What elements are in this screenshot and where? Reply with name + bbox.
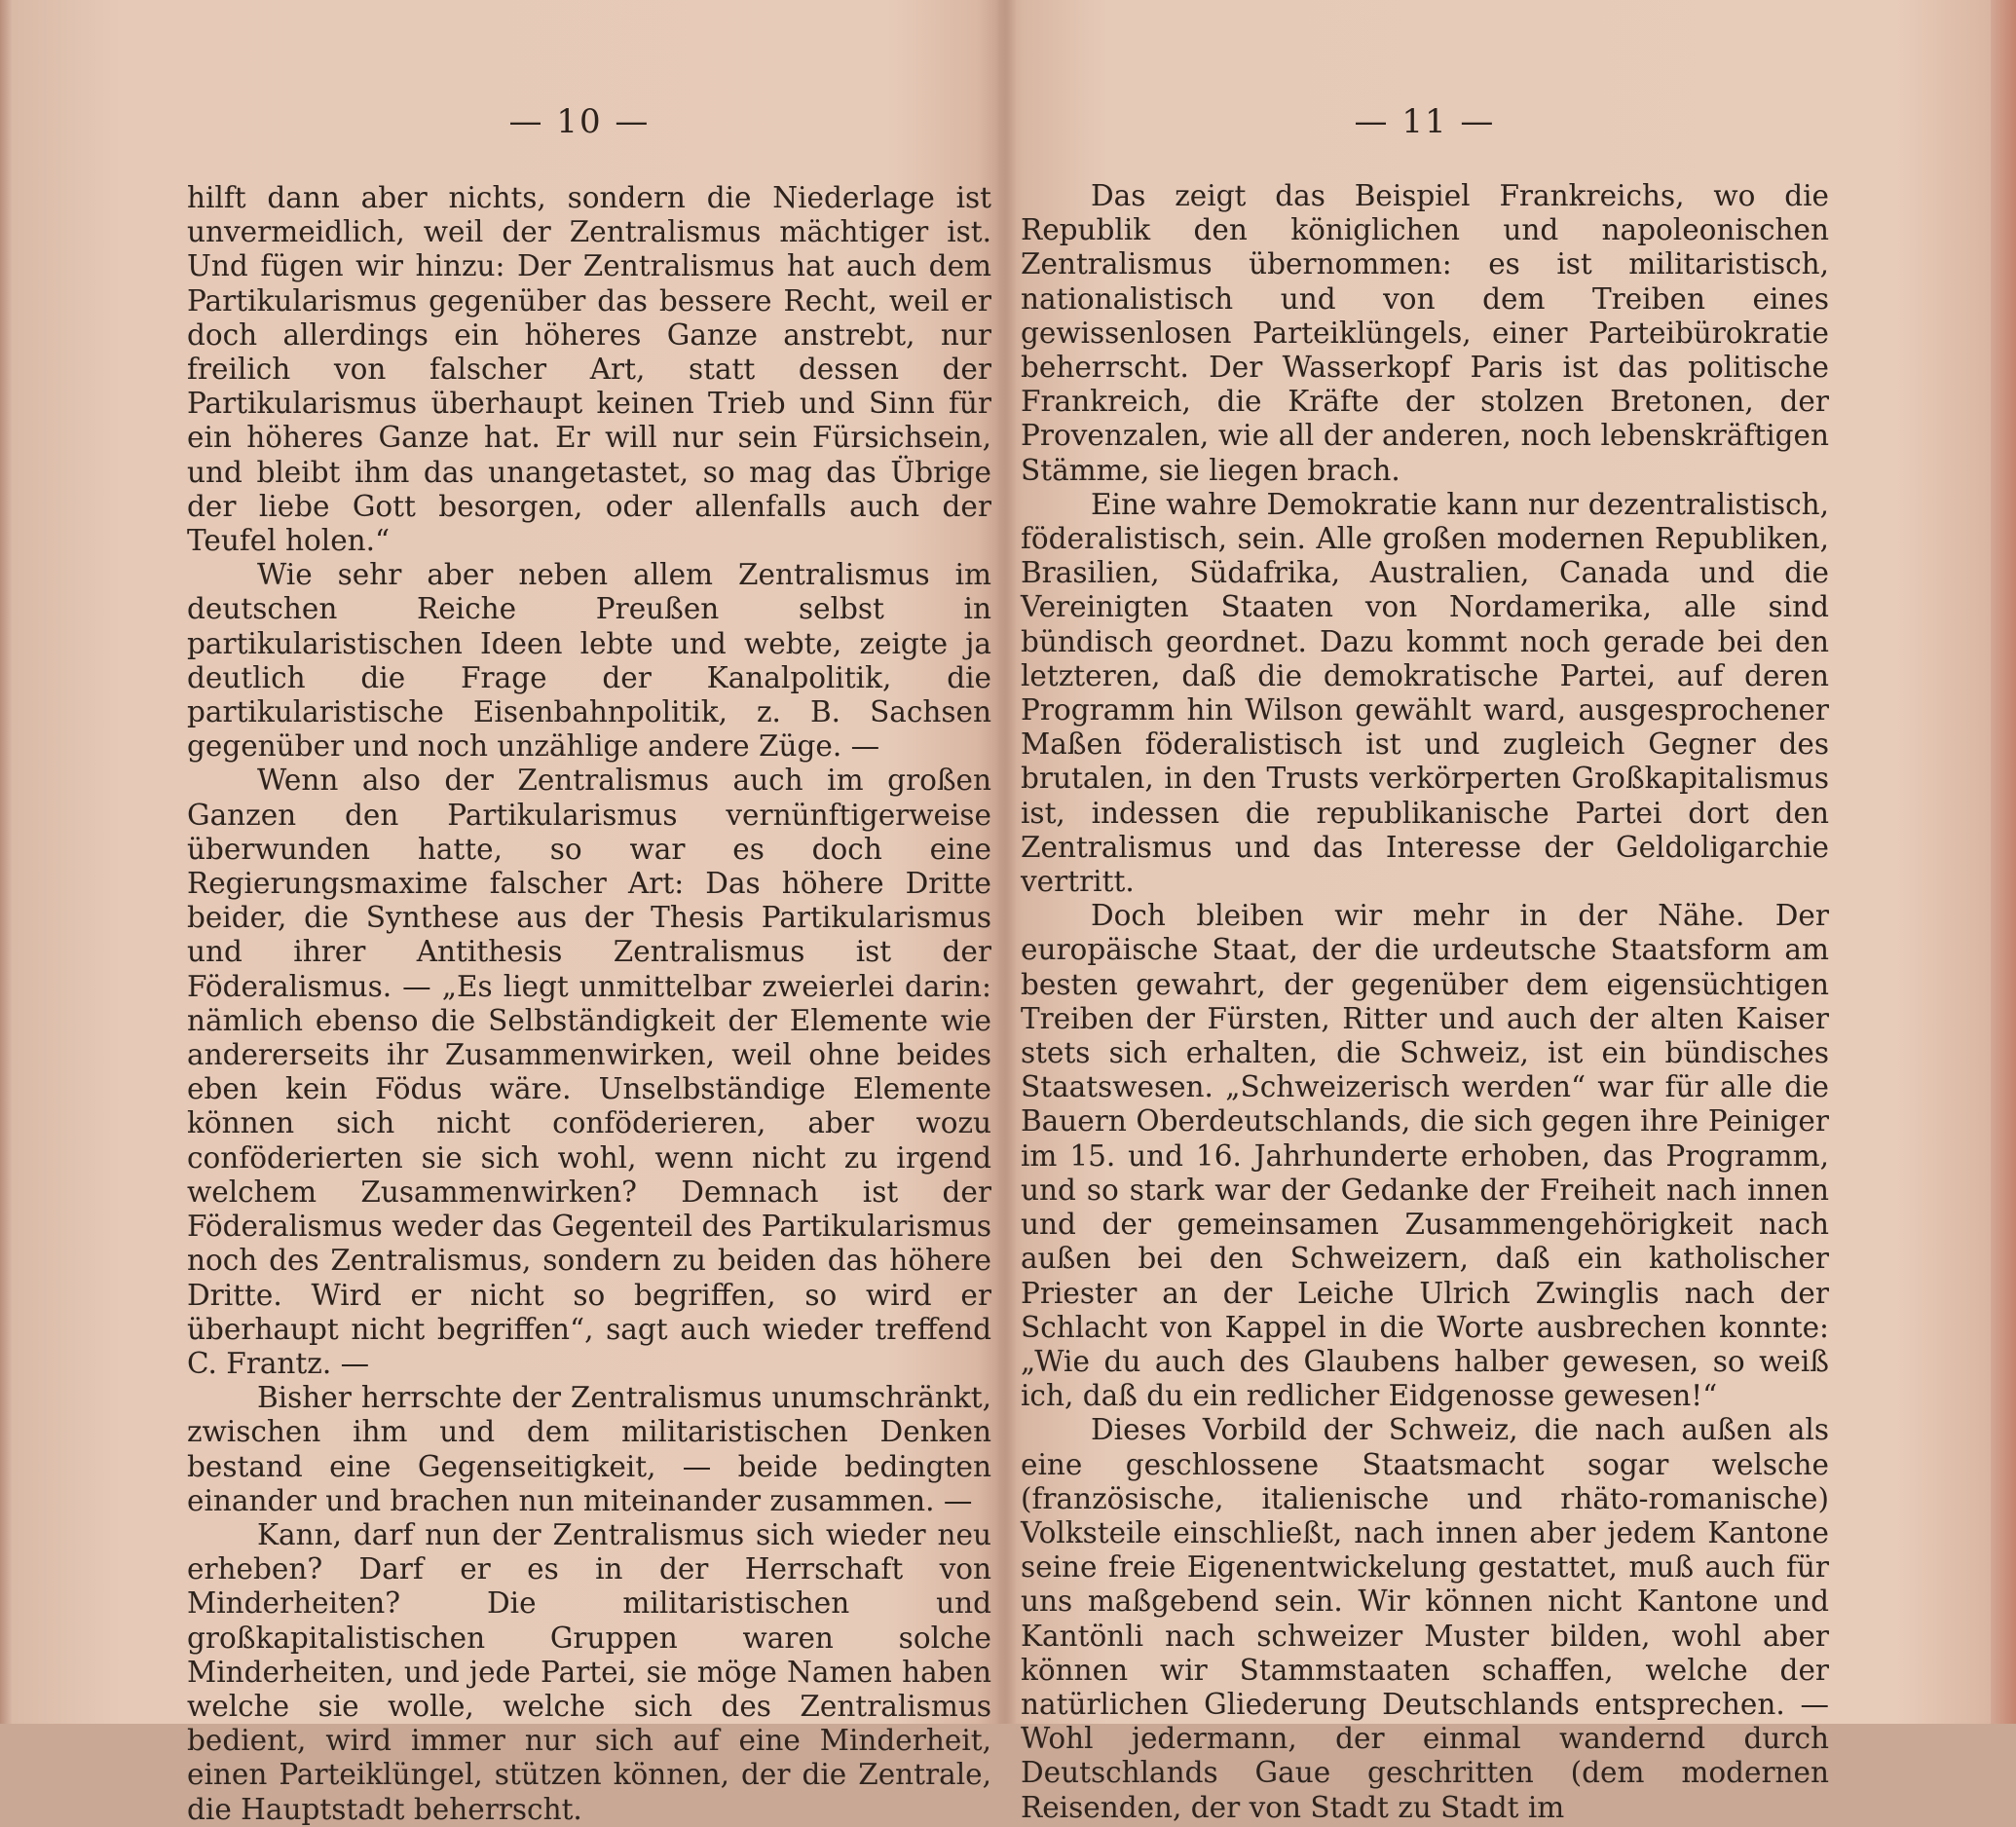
paragraph: hilft dann aber nichts, sondern die Niederlage ist unvermeidlich, weil der Zentralismus mächtiger ist. Und fügen wir hinzu: Der Zentralismus hat auch dem Partikularismus gegenüber das bessere Recht, weil er doch allerdings ein höheres Ganze anstrebt, nur freilich von falscher Art, statt dessen der Partikularismus überhaupt keinen Trieb und Sinn für ein höheres Ganze hat. Er will nur sein Fürsichsein, und bleibt ihm das unangetastet, so mag das Übrige der liebe Gott besorgen, oder allenfalls auch der Teufel holen.“ [187, 181, 991, 558]
paragraph: Wenn also der Zentralismus auch im großen Ganzen den Partikularismus vernünftigerweise überwunden hatte, so war es doch eine Regierungsmaxime falscher Art: Das höhere Dritte beider, die Synthese aus der Thesis Partikularismus und ihrer Antithesis Zentralismus ist der Föderalismus. — „Es liegt unmittelbar zweierlei darin: nämlich ebenso die Selbständigkeit der Elemente wie andererseits ihr Zusammenwirken, weil ohne beides eben kein Födus wäre. Unselbständige Elemente können sich nicht conföderieren, aber wozu conföderierten sie sich wohl, wenn nicht zu irgend welchem Zusammenwirken? Demnach ist der Föderalismus weder das Gegenteil des Partikularismus noch des Zentralismus, sondern zu beiden das höhere Dritte. Wird er nicht so begriffen, so wird er überhaupt nicht begriffen“, sagt auch wieder treffend C. Frantz. — [187, 764, 991, 1380]
paragraph: Doch bleiben wir mehr in der Nähe. Der europäische Staat, der die urdeutsche Staatsform am besten gewahrt, der gegenüber dem eigensüchtigen Treiben der Fürsten, Ritter und auch der alten Kaiser stets sich erhalten, die Schweiz, ist ein bündisches Staatswesen. „Schweizerisch werden“ war für alle die Bauern Oberdeutschlands, die sich gegen ihre Peiniger im 15. und 16. Jahrhunderte erhoben, das Programm, und so stark war der Gedanke der Freiheit nach innen und der gemeinsamen Zusammengehörigkeit nach außen bei den Schweizern, daß ein katholischer Priester an der Leiche Ulrich Zwinglis nach der Schlacht von Kappel in die Worte ausbrechen konnte: „Wie du auch des Glaubens halber gewesen, so weiß ich, daß du ein redlicher Eidgenosse gewesen!“ [1021, 899, 1829, 1413]
page-text [187, 181, 991, 1827]
left-page [187, 97, 991, 1826]
book-gutter [995, 0, 1017, 1724]
paragraph: Kann, darf nun der Zentralismus sich wieder neu erheben? Darf er es in der Herrschaft von Minderheiten? Die militaristischen und großkapitalistischen Gruppen waren solche Minderheiten, und jede Partei, sie möge Namen haben welche sie wolle, welche sich des Zentralismus bedient, wird immer nur sich auf eine Minderheit, einen Parteiklüngel, stützen können, der die Zentrale, die Hauptstadt beherrscht. [187, 1517, 991, 1826]
paragraph: Wie sehr aber neben allem Zentralismus im deutschen Reiche Preußen selbst in partikularistischen Ideen lebte und webte, zeigte ja deutlich die Frage der Kanalpolitik, die partikularistische Eisenbahnpolitik, z. B. Sachsen gegenüber und noch unzählige andere Züge. — [187, 558, 991, 764]
right-page [1021, 97, 1829, 1824]
paragraph: Bisher herrschte der Zentralismus unumschränkt, zwischen ihm und dem militaristischen Denken bestand eine Gegenseitigkeit, — beide bedingten einander und brachen nun miteinander zusammen. — [187, 1381, 991, 1517]
paragraph: Das zeigt das Beispiel Frankreichs, wo die Republik den königlichen und napoleonischen Zentralismus übernommen: es ist militaristisch, nationalistisch und von dem Treiben eines gewissenlosen Parteiklüngels, einer Parteibürokratie beherrscht. Der Wasserkopf Paris ist das politische Frankreich, die Kräfte der stolzen Bretonen, der Provenzalen, wie all der anderen, noch lebenskräftigen Stämme, sie liegen brach. [1021, 179, 1829, 487]
page-number: — 10 — [508, 102, 651, 141]
right-page-edge [1991, 0, 2016, 1724]
paragraph: Dieses Vorbild der Schweiz, die nach außen als eine geschlossene Staatsmacht sogar welsche (französische, italienische und rhäto-romanische) Volksteile einschließt, nach innen aber jedem Kantone seine freie Eigenentwickelung gestattet, muß auch für uns maßgebend sein. Wir können nicht Kantone und Kantönli nach schweizer Muster bilden, wohl aber können wir Stammstaaten schaffen, welche der natürlichen Gliederung Deutschlands entsprechen. — Wohl jedermann, der einmal wandernd durch Deutschlands Gaue geschritten (dem modernen Reisenden, der von Stadt zu Stadt im [1021, 1413, 1829, 1824]
left-page-edge [0, 0, 12, 1724]
paragraph: Eine wahre Demokratie kann nur dezentralistisch, föderalistisch, sein. Alle großen modernen Republiken, Brasilien, Südafrika, Australien, Canada und die Vereinigten Staaten von Nordamerika, alle sind bündisch geordnet. Dazu kommt noch gerade bei den letzteren, daß die demokratische Partei, auf deren Programm hin Wilson gewählt ward, ausgesprochener Maßen föderalistisch ist und zugleich Gegner des brutalen, in den Trusts verkörperten Großkapitalismus ist, indessen die republikanische Partei dort den Zentralismus und das Interesse der Geldoligarchie vertritt. [1021, 487, 1829, 899]
page-text [1021, 179, 1829, 1825]
page-number: — 11 — [1354, 102, 1496, 141]
